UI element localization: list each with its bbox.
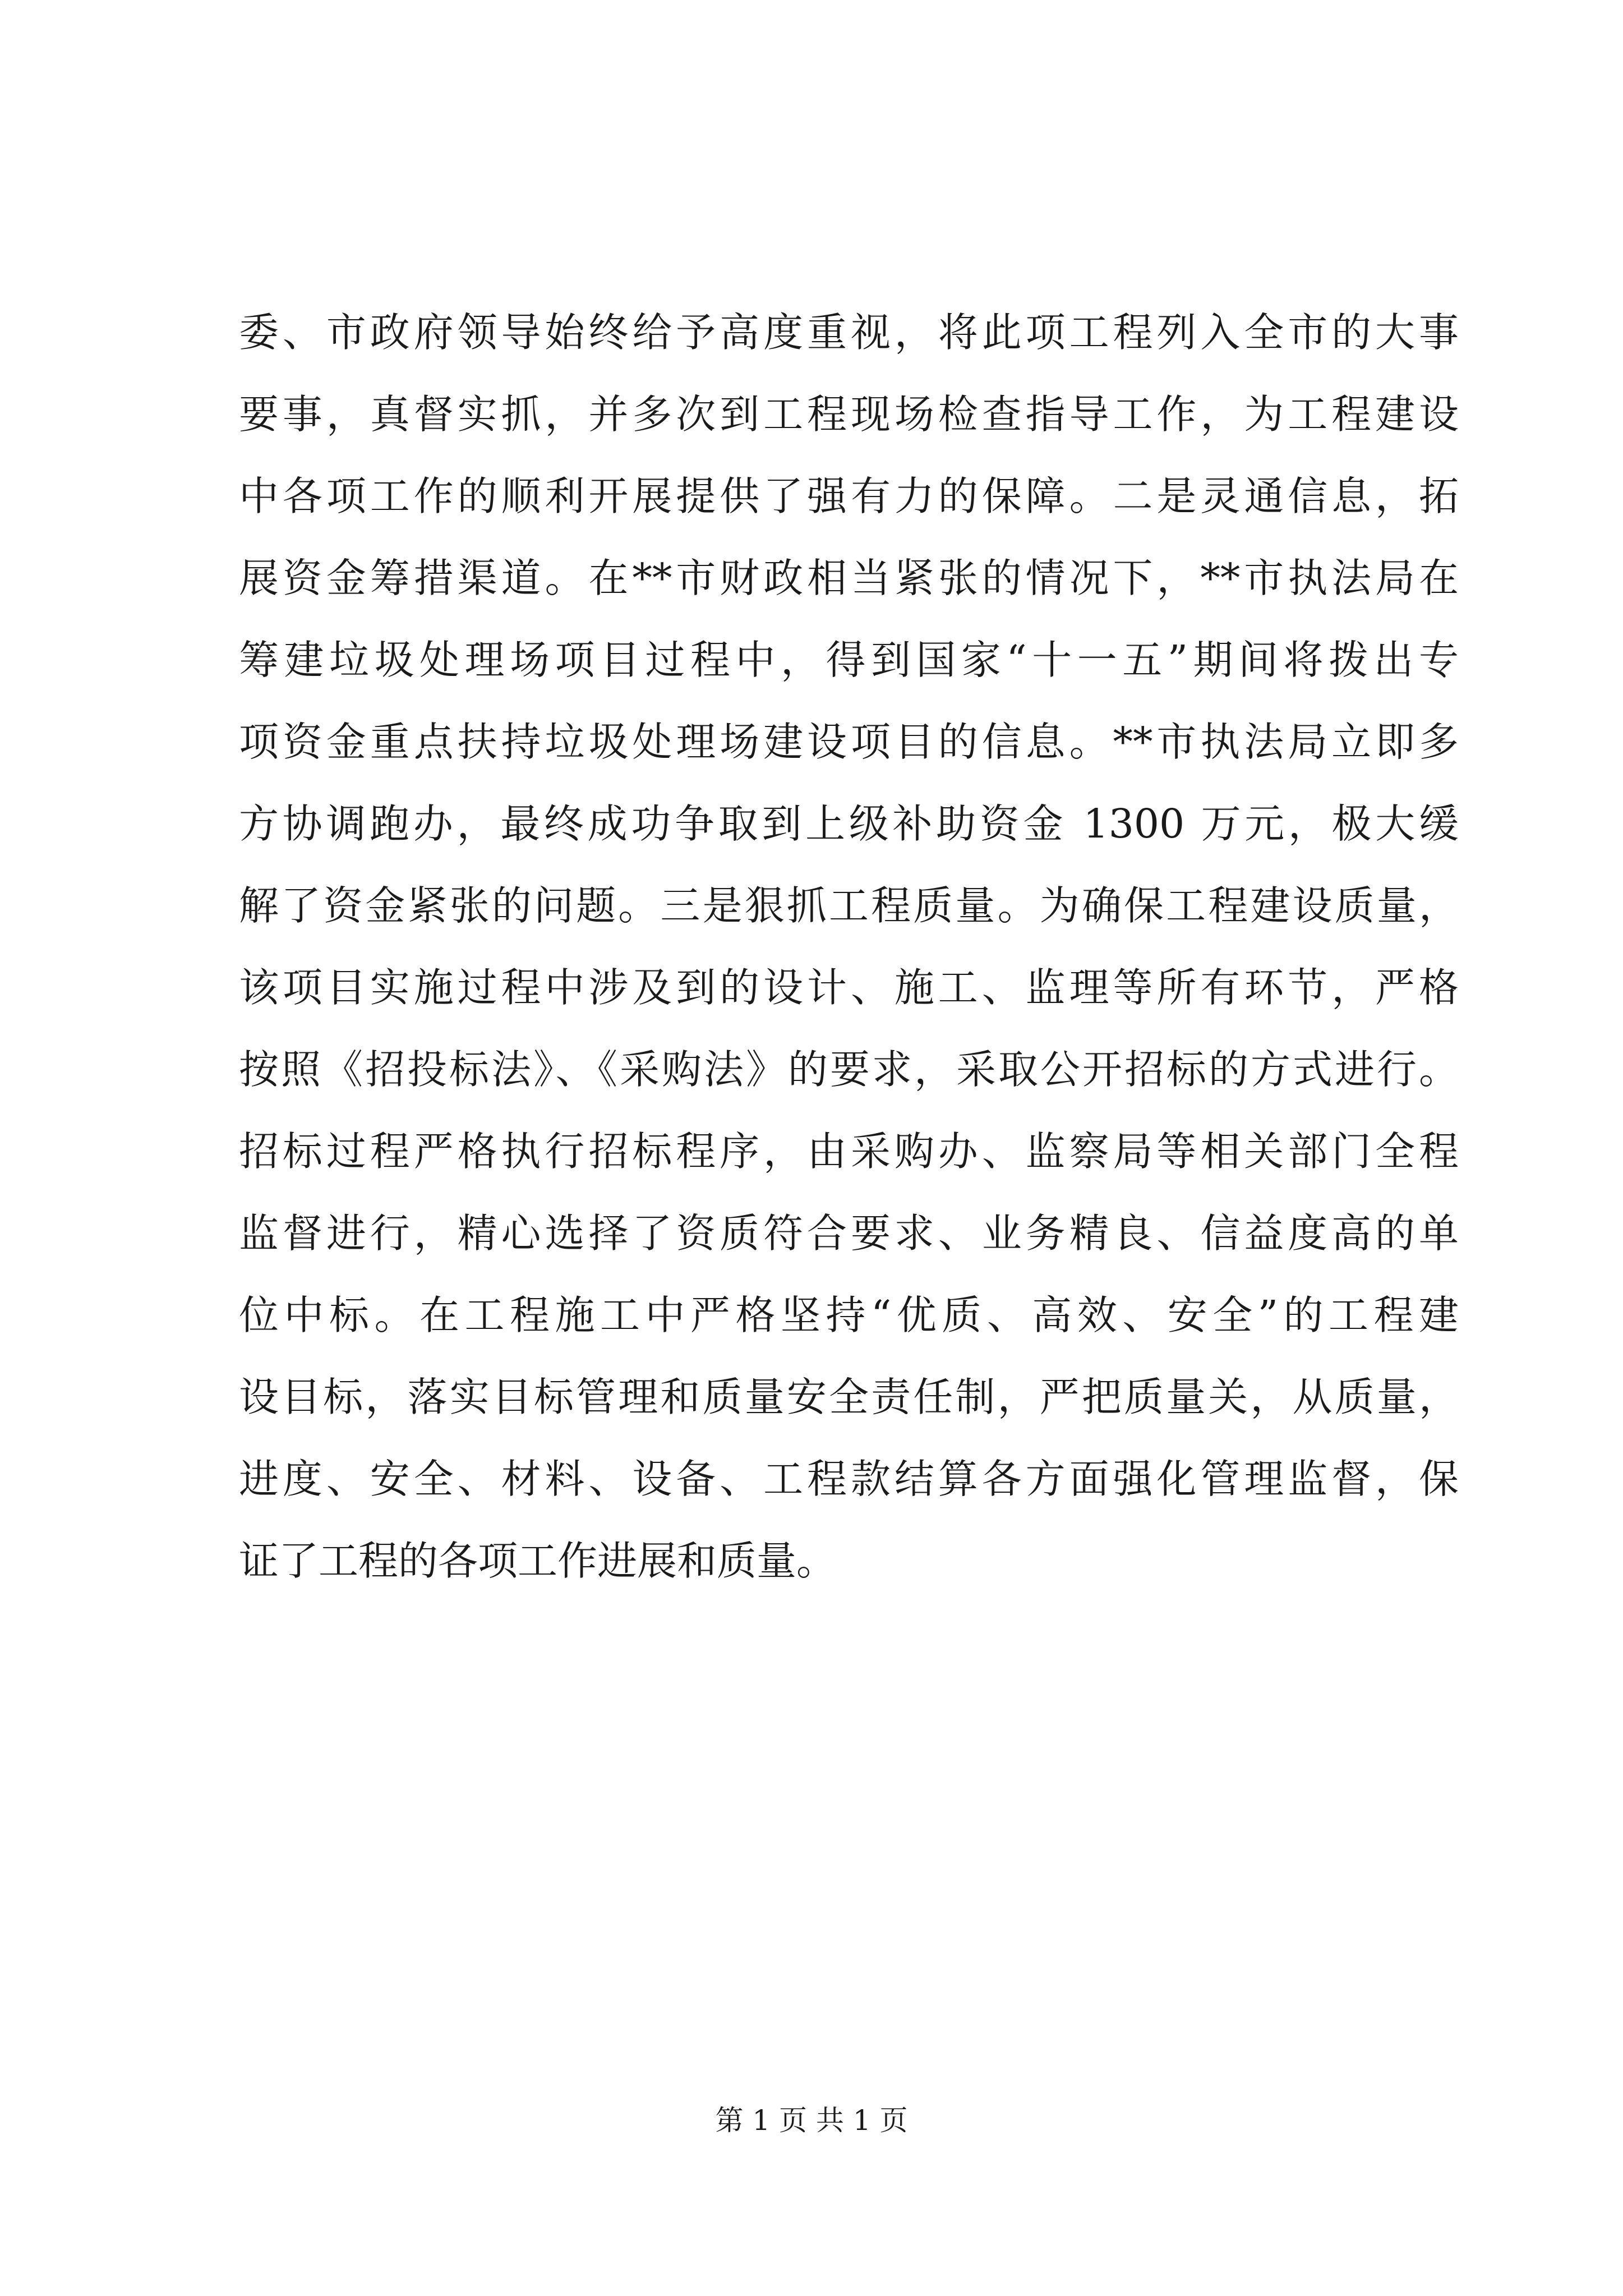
text-line: 证了工程的各项工作进展和质量。 [239,1538,837,1584]
text-line: 方协调跑办，最终成功争取到上级补助资金 1300 万元，极大缓 [239,800,1459,847]
text-line: 展资金筹措渠道。在**市财政相当紧张的情况下，**市执法局在 [239,555,1459,601]
text-line: 位中标。在工程施工中严格坚持“优质、高效、安全”的工程建 [239,1292,1459,1338]
text-line: 项资金重点扶持垃圾处理场建设项目的信息。**市执法局立即多 [239,719,1459,765]
text-line: 委、市政府领导始终给予高度重视，将此项工程列入全市的大事 [239,309,1459,356]
text-line: 监督进行，精心选择了资质符合要求、业务精良、信益度高的单 [239,1210,1459,1257]
text-line: 按照《招投标法》、《采购法》的要求，采取公开招标的方式进行。 [239,1046,1459,1093]
text-line: 进度、安全、材料、设备、工程款结算各方面强化管理监督，保 [239,1456,1459,1502]
text-line: 要事，真督实抓，并多次到工程现场检查指导工作，为工程建设 [239,391,1459,438]
text-line: 招标过程严格执行招标程序，由采购办、监察局等相关部门全程 [239,1128,1459,1175]
text-line: 中各项工作的顺利开展提供了强有力的保障。二是灵通信息，拓 [239,473,1459,519]
text-line: 该项目实施过程中涉及到的设计、施工、监理等所有环节，严格 [239,964,1459,1011]
text-line: 解了资金紧张的问题。三是狠抓工程质量。为确保工程建设质量， [239,882,1459,929]
body-paragraph [239,292,1459,1602]
text-line: 设目标，落实目标管理和质量安全责任制，严把质量关，从质量， [239,1374,1459,1420]
text-line: 筹建垃圾处理场项目过程中，得到国家“十一五”期间将拨出专 [239,637,1459,683]
page-footer: 第 1 页 共 1 页 [715,2104,908,2137]
